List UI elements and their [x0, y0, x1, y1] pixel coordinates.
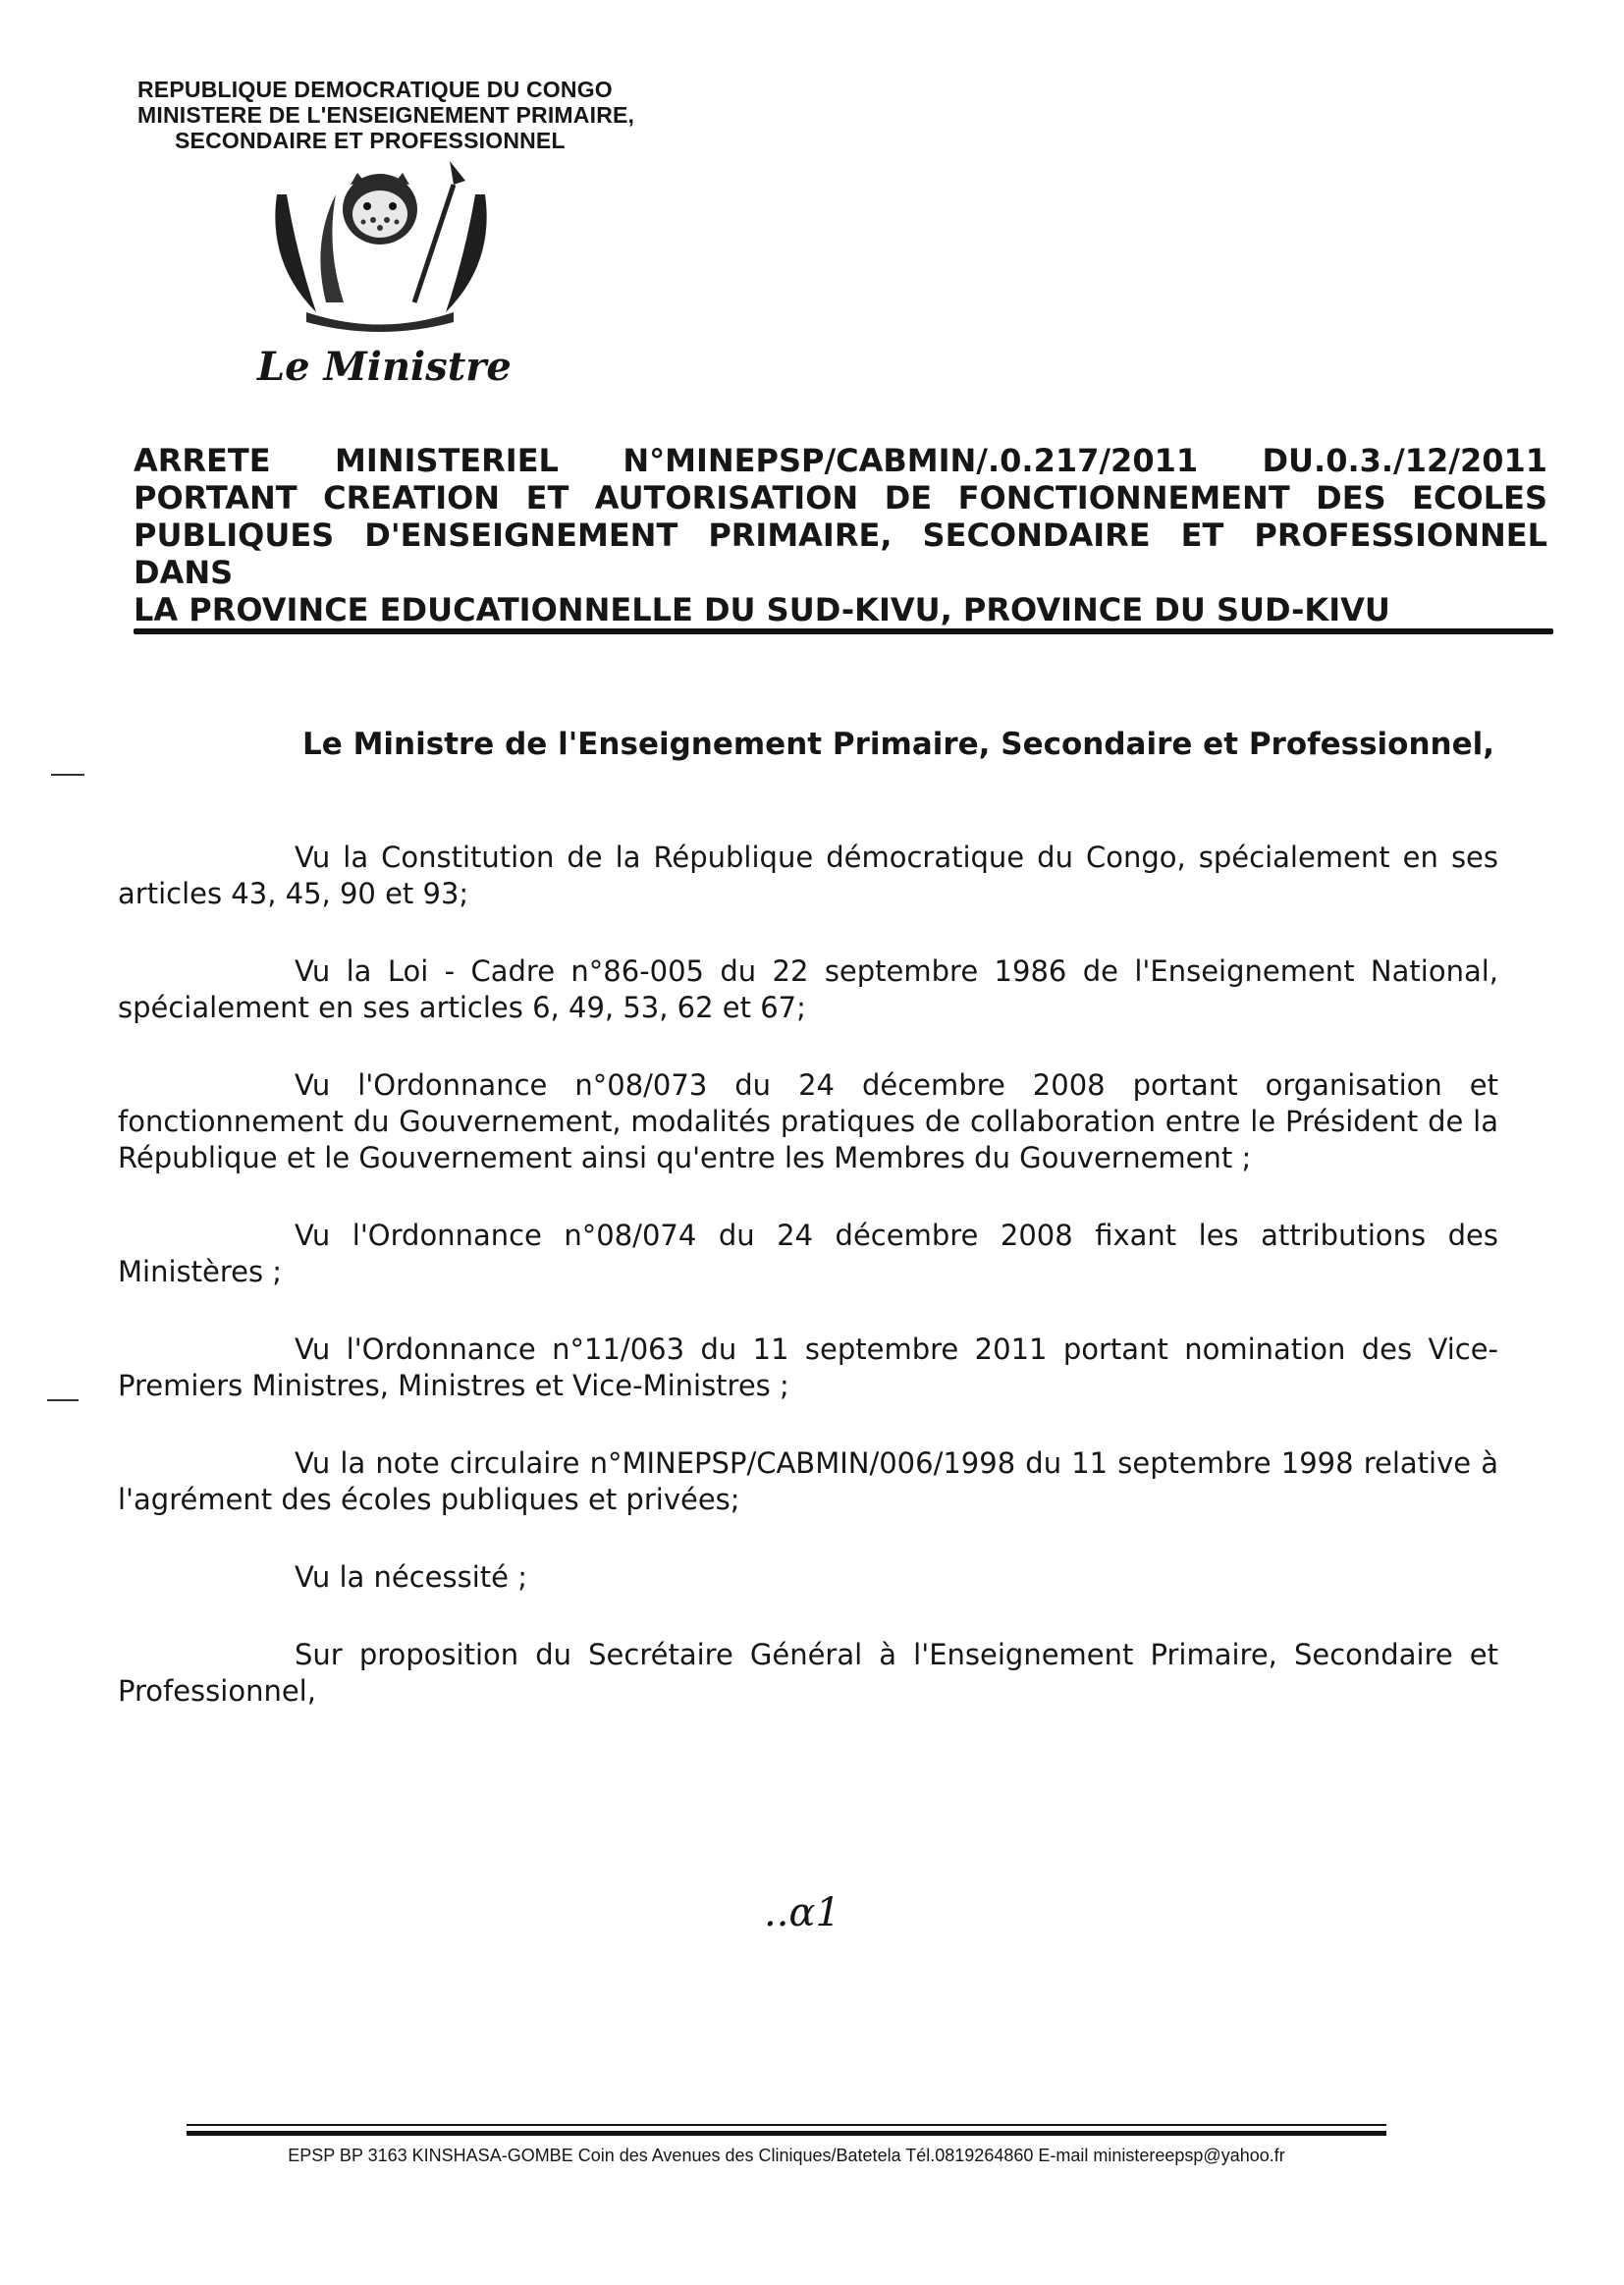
- tusk-icon: [320, 194, 344, 302]
- preamble-paragraph: Vu la Constitution de la République démocratique du Congo, spécialement en ses articles 43, 45, 90 et 93;: [118, 841, 1498, 910]
- decree-number: N°MINEPSP/CABMIN/.0.217/2011: [623, 442, 1199, 479]
- preamble-paragraph: Vu l'Ordonnance n°08/073 du 24 décembre 2008 portant organisation et fonctionnement du Gouvernement, modalités pratiques de collaboration entre le Président de la République et le Gouvernement ainsi qu'entre les Membres du Gouvernement ;: [118, 1068, 1498, 1174]
- decree-number-line: [134, 442, 1547, 479]
- left-branch-icon: [275, 194, 316, 312]
- decree-date: DU.0.3./12/2011: [1262, 442, 1547, 479]
- decree-title: [134, 442, 1547, 628]
- title-line-3: PUBLIQUES D'ENSEIGNEMENT PRIMAIRE, SECONDAIRE ET PROFESSIONNEL DANS: [134, 517, 1547, 591]
- intro-line: Le Ministre de l'Enseignement Primaire, Secondaire et Professionnel,: [302, 727, 1495, 762]
- preamble-paragraph: Vu l'Ordonnance n°11/063 du 11 septembre 2011 portant nomination des Vice-Premiers Ministres, Ministres et Vice-Ministres ;: [118, 1333, 1498, 1402]
- preamble-paragraph: Vu l'Ordonnance n°08/074 du 24 décembre 2008 fixant les attributions des Ministères ;: [118, 1219, 1498, 1288]
- preamble-paragraph: Sur proposition du Secrétaire Général à l'Enseignement Primaire, Secondaire et Professionnel,: [118, 1638, 1498, 1708]
- letterhead: [137, 77, 634, 153]
- preamble-body: [118, 840, 1498, 1751]
- right-branch-icon: [446, 194, 487, 312]
- title-line-2: PORTANT CREATION ET AUTORISATION DE FONCTIONNEMENT DES ECOLES: [134, 479, 1547, 517]
- footer-rule-thick: [187, 2131, 1386, 2136]
- title-word-arrete: ARRETE: [134, 442, 271, 479]
- minister-title-script: Le Ministre: [257, 344, 512, 390]
- title-underline: [134, 628, 1553, 634]
- handwritten-initials: ..ɑ1: [764, 1890, 840, 1935]
- margin-mark: [51, 774, 84, 776]
- margin-mark: [47, 1399, 79, 1401]
- letterhead-line-3: SECONDAIRE ET PROFESSIONNEL: [175, 128, 566, 153]
- title-word-ministeriel: MINISTERIEL: [334, 442, 559, 479]
- footer-rule-thin: [187, 2124, 1386, 2126]
- footer-address: EPSP BP 3163 KINSHASA-GOMBE Coin des Avenues des Cliniques/Batetela Tél.0819264860 E-mail ministereepsp@yahoo.fr: [288, 2146, 1285, 2165]
- leopard-head-icon: [343, 173, 417, 245]
- letterhead-line-1: REPUBLIQUE DEMOCRATIQUE DU CONGO: [137, 77, 613, 102]
- title-line-4: LA PROVINCE EDUCATIONNELLE DU SUD-KIVU, PROVINCE DU SUD-KIVU: [134, 591, 1390, 628]
- preamble-paragraph: Vu la note circulaire n°MINEPSP/CABMIN/006/1998 du 11 septembre 1998 relative à l'agrément des écoles publiques et privées;: [118, 1446, 1498, 1516]
- letterhead-line-2: MINISTERE DE L'ENSEIGNEMENT PRIMAIRE,: [137, 102, 635, 128]
- preamble-paragraph: Vu la Loi - Cadre n°86-005 du 22 septembre 1986 de l'Enseignement National, spécialement en ses articles 6, 49, 53, 62 et 67;: [118, 954, 1498, 1024]
- motto-ribbon-icon: [306, 312, 454, 332]
- preamble-paragraph: Vu la nécessité ;: [295, 1560, 527, 1594]
- coat-of-arms-emblem: [257, 155, 503, 332]
